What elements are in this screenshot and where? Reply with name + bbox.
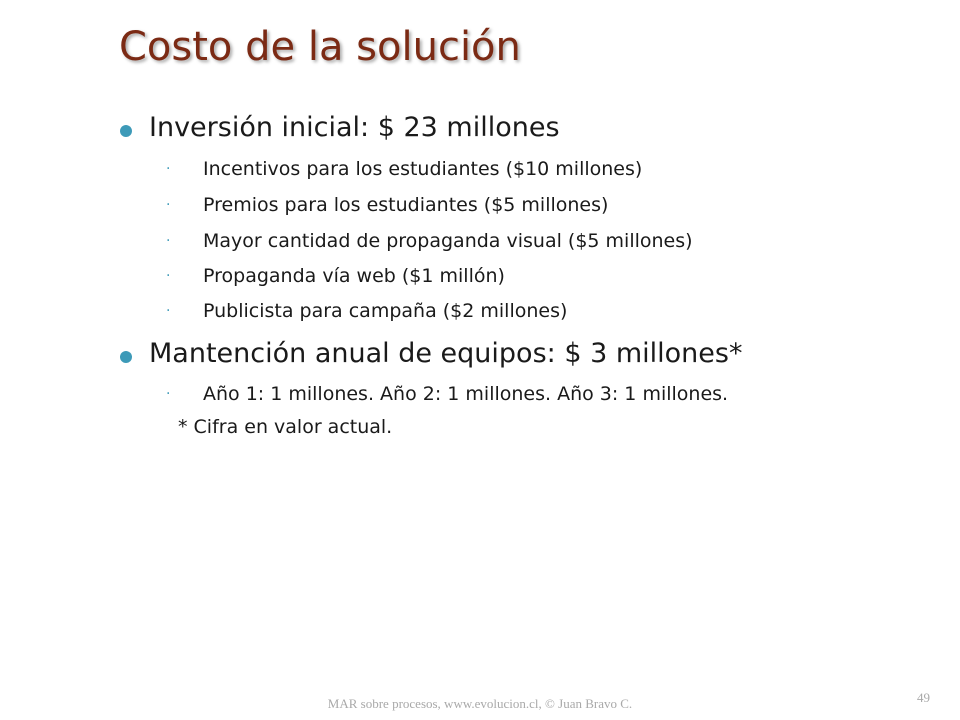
sub-bullet-icon: · <box>166 233 171 249</box>
footnote: * Cifra en valor actual. <box>178 416 393 438</box>
bullet-dot-icon <box>120 125 132 137</box>
bullet-dot-icon <box>120 351 132 363</box>
slide-title: Costo de la solución <box>119 24 521 70</box>
slide-footer: MAR sobre procesos, www.evolucion.cl, © Juan Bravo C. <box>327 696 633 711</box>
page-number: 49 <box>917 690 930 705</box>
sub-bullet-icon: · <box>166 303 171 319</box>
sub-bullet-text: Propaganda vía web ($1 millón) <box>203 265 505 287</box>
bullet-heading: Mantención anual de equipos: $ 3 millones* <box>149 338 743 369</box>
sub-bullet-text: Premios para los estudiantes ($5 millones) <box>203 194 609 216</box>
sub-bullet-icon: · <box>166 161 171 177</box>
sub-bullet-icon: · <box>166 197 171 213</box>
sub-bullet-text: Mayor cantidad de propaganda visual ($5 millones) <box>203 230 693 252</box>
sub-bullet-text: Publicista para campaña ($2 millones) <box>203 300 568 322</box>
sub-bullet-icon: · <box>166 386 171 402</box>
sub-bullet-text: Incentivos para los estudiantes ($10 millones) <box>203 158 643 180</box>
sub-bullet-icon: · <box>166 268 171 284</box>
bullet-heading: Inversión inicial: $ 23 millones <box>149 112 560 143</box>
sub-bullet-text: Año 1: 1 millones. Año 2: 1 millones. Año 3: 1 millones. <box>203 383 729 405</box>
